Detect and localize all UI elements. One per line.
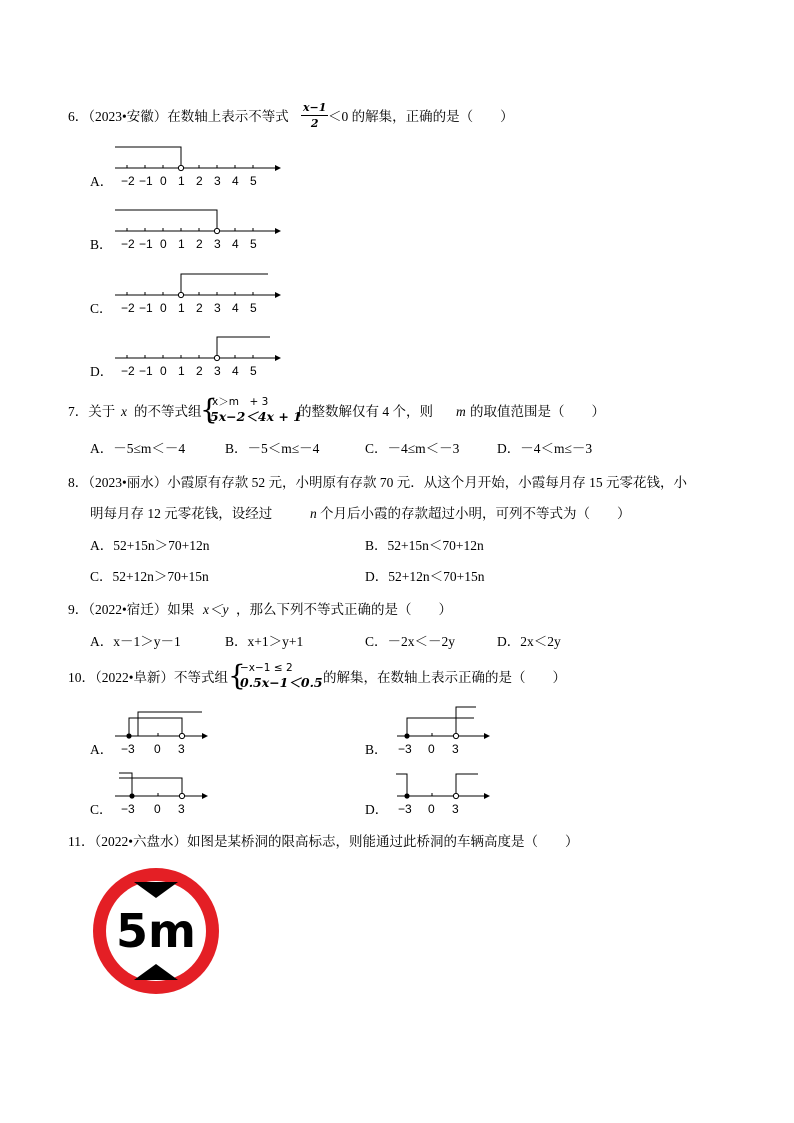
q7-brace-icon: { <box>200 393 218 426</box>
q6-option-a-label: A． <box>90 174 114 189</box>
q9-suffix: ，那么下列不等式正确的是（ ） <box>236 602 452 617</box>
q8-line-1: 8．（2023•丽水）小霞原有存款 52 元，小明原有存款 70 元．从这个月开始，小霞每月存 15 元零花钱，小 <box>68 475 687 490</box>
q10-a-tick-label: 0 <box>154 742 161 756</box>
q8-line-2b: 个月后小霞的存款超过小明，可列不等式为（ ） <box>320 506 631 521</box>
q10-d-tick-label: 3 <box>452 802 459 816</box>
q6-option-d-numberline <box>110 330 285 380</box>
q6-c-tick-label: −2 <box>121 301 135 315</box>
q7-option-c: C．－4≤m＜－3 <box>365 441 460 456</box>
q6-d-tick-label: 1 <box>178 364 185 378</box>
q6-c-tick-label: 5 <box>250 301 257 315</box>
q6-a-tick-label: 1 <box>178 174 185 188</box>
q6-fraction <box>301 101 328 130</box>
q7-suffix-2: 的取值范围是（ ） <box>470 404 605 419</box>
q11-text: 11．（2022•六盘水）如图是某桥洞的限高标志，则能通过此桥洞的车辆高度是（ ） <box>68 834 579 849</box>
q6-c-tick-label: 2 <box>196 301 203 315</box>
q6-a-tick-label: 5 <box>250 174 257 188</box>
sign-text: 5m <box>116 904 196 958</box>
q8-option-c: C．52+12n＞70+15n <box>90 569 209 584</box>
q6-option-a-numberline <box>110 140 285 190</box>
q6-d-tick-label: 5 <box>250 364 257 378</box>
q10-d-tick-label: 0 <box>428 802 435 816</box>
q8-line-2a: 明每月存 12 元零花钱，设经过 <box>90 506 273 521</box>
q7-prefix: 7．关于 <box>68 404 116 419</box>
q6-b-tick-label: 5 <box>250 237 257 251</box>
q6-c-tick-label: 3 <box>214 301 221 315</box>
q10-option-a-label: A． <box>90 742 114 757</box>
q6-a-tick-label: 4 <box>232 174 239 188</box>
q10-b-tick-label: −3 <box>398 742 412 756</box>
q10-option-d-numberline <box>392 766 502 818</box>
q6-c-tick-label: 0 <box>160 301 167 315</box>
q6-option-d-label: D． <box>90 364 114 379</box>
q6-a-tick-label: −1 <box>139 174 153 188</box>
q10-b-tick-label: 3 <box>452 742 459 756</box>
q6-suffix: ＜0 的解集，正确的是（ ） <box>328 109 514 124</box>
q6-a-tick-label: 0 <box>160 174 167 188</box>
q7-option-b: B．－5＜m≤－4 <box>225 441 320 456</box>
q6-d-tick-label: −2 <box>121 364 135 378</box>
q7-suffix: 的整数解仅有 4 个，则 <box>298 404 433 419</box>
q10-c-tick-label: 0 <box>154 802 161 816</box>
height-limit-sign-icon <box>90 865 222 997</box>
q6-prefix: 6．（2023•安徽）在数轴上表示不等式 <box>68 109 289 124</box>
q10-option-b-numberline <box>392 706 502 758</box>
q8-option-b: B．52+15n＜70+12n <box>365 538 484 553</box>
q6-option-b-numberline <box>110 203 285 253</box>
q6-b-tick-label: 1 <box>178 237 185 251</box>
q10-brace-icon: { <box>228 659 246 692</box>
q8-variable-n: n <box>310 506 317 521</box>
q10-system-line-2: 0.5x−1＜0.5 <box>240 675 323 690</box>
q6-b-tick-label: 3 <box>214 237 221 251</box>
q6-d-tick-label: 0 <box>160 364 167 378</box>
q6-c-tick-label: −1 <box>139 301 153 315</box>
q10-b-tick-label: 0 <box>428 742 435 756</box>
q6-b-tick-label: 0 <box>160 237 167 251</box>
q8-option-d: D．52+12n＜70+15n <box>365 569 485 584</box>
q10-option-b-label: B． <box>365 742 388 757</box>
q10-c-tick-label: 3 <box>178 802 185 816</box>
q10-a-tick-label: −3 <box>121 742 135 756</box>
q7-system-line-2: 5x−2＜4x + 1 <box>210 409 302 424</box>
q6-d-tick-label: −1 <box>139 364 153 378</box>
q6-option-c-numberline <box>110 267 285 317</box>
q9-option-b: B．x+1＞y+1 <box>225 634 304 649</box>
q7-mid: 的不等式组 <box>134 404 202 419</box>
q9-option-c: C．－2x＜－2y <box>365 634 456 649</box>
q7-system-line-1: x＞m + 3 <box>212 396 269 408</box>
q6-a-tick-label: −2 <box>121 174 135 188</box>
q6-fraction-den: 2 <box>310 117 319 130</box>
q6-d-tick-label: 2 <box>196 364 203 378</box>
q10-system-line-1: −x−1 ≤ 2 <box>240 662 293 674</box>
q9-option-d: D．2x＜2y <box>497 634 561 649</box>
q10-option-c-numberline <box>110 766 220 818</box>
q6-b-tick-label: 4 <box>232 237 239 251</box>
q10-a-tick-label: 3 <box>178 742 185 756</box>
q6-option-b-label: B． <box>90 237 113 252</box>
q10-option-c-label: C． <box>90 802 113 817</box>
q10-prefix: 10．（2022•阜新）不等式组 <box>68 670 228 685</box>
q10-suffix: 的解集，在数轴上表示正确的是（ ） <box>323 670 566 685</box>
q6-a-tick-label: 3 <box>214 174 221 188</box>
q10-c-tick-label: −3 <box>121 802 135 816</box>
q6-c-tick-label: 1 <box>178 301 185 315</box>
q10-d-tick-label: −3 <box>398 802 412 816</box>
q7-option-d: D．－4＜m≤－3 <box>497 441 593 456</box>
q7-option-a: A．－5≤m＜－4 <box>90 441 186 456</box>
q9-prefix: 9．（2022•宿迁）如果 <box>68 602 195 617</box>
q6-d-tick-label: 3 <box>214 364 221 378</box>
q7-variable-x: x <box>121 404 127 419</box>
q6-option-c-label: C． <box>90 301 113 316</box>
q6-b-tick-label: −1 <box>139 237 153 251</box>
q7-variable-m: m <box>456 404 466 419</box>
q6-fraction-num: x−1 <box>303 101 327 114</box>
q8-option-a: A．52+15n＞70+12n <box>90 538 210 553</box>
q10-option-a-numberline <box>110 706 220 758</box>
q6-b-tick-label: 2 <box>196 237 203 251</box>
q6-b-tick-label: −2 <box>121 237 135 251</box>
q6-c-tick-label: 4 <box>232 301 239 315</box>
q10-option-d-label: D． <box>365 802 389 817</box>
q9-condition: x＜y <box>203 602 229 617</box>
q9-option-a: A．x－1＞y－1 <box>90 634 181 649</box>
q6-a-tick-label: 2 <box>196 174 203 188</box>
q6-d-tick-label: 4 <box>232 364 239 378</box>
